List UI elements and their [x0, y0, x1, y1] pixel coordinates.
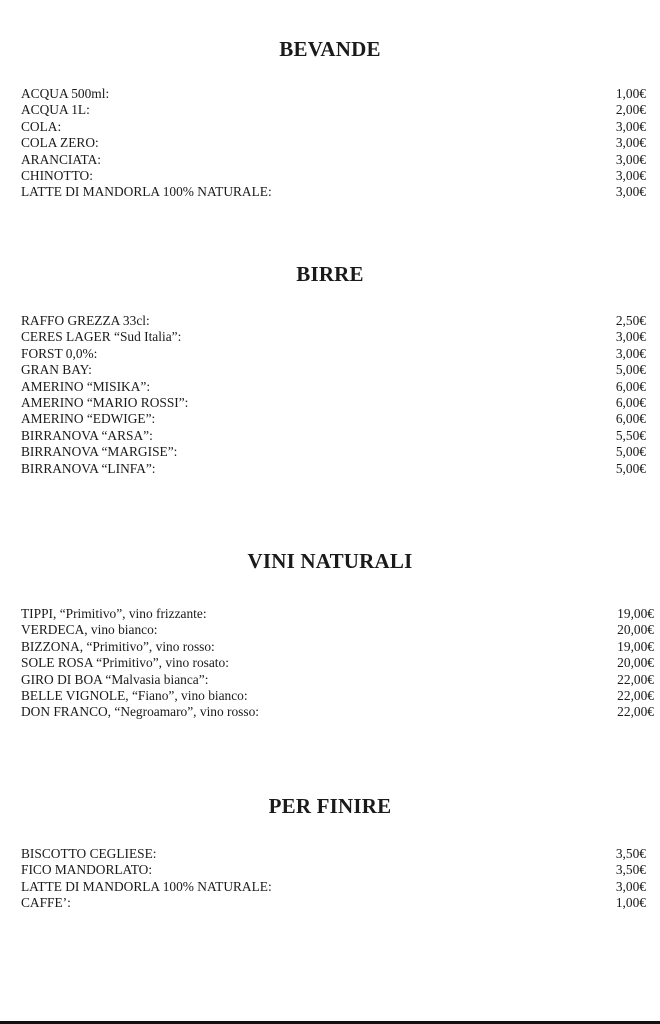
menu-list-birre	[21, 313, 646, 477]
item-name: GIRO DI BOA “Malvasia bianca”:	[21, 671, 209, 687]
menu-item	[21, 102, 646, 118]
item-name: SOLE ROSA “Primitivo”, vino rosato:	[21, 655, 229, 671]
menu-item	[21, 862, 646, 878]
menu-item	[21, 606, 654, 622]
item-price: 6,00€	[615, 394, 646, 410]
item-name: CERES LAGER “Sud Italia”:	[21, 329, 182, 345]
menu-item	[21, 152, 646, 168]
item-price: 5,00€	[615, 444, 646, 460]
menu-item	[21, 846, 646, 862]
menu-item	[21, 119, 646, 135]
item-price: 22,00€	[617, 687, 654, 703]
menu-item	[21, 895, 646, 911]
item-name: RAFFO GREZZA 33cl:	[21, 313, 150, 328]
item-name: BIRRANOVA “ARSA”:	[21, 427, 153, 443]
item-price: 22,00€	[617, 704, 654, 720]
section-title-bevande: BEVANDE	[279, 37, 381, 61]
item-price: 3,50€	[615, 846, 646, 861]
item-price: 5,00€	[615, 460, 646, 476]
item-price: 3,00€	[615, 151, 646, 167]
item-name: AMERINO “MISIKA”:	[21, 378, 151, 394]
item-name: BELLE VIGNOLE, “Fiano”, vino bianco:	[21, 687, 248, 703]
item-name: GRAN BAY:	[21, 362, 92, 378]
item-price: 3,00€	[615, 118, 646, 134]
item-name: BIRRANOVA “MARGISE”:	[21, 444, 178, 460]
item-price: 3,50€	[615, 862, 646, 878]
item-price: 2,00€	[615, 102, 646, 118]
item-name: AMERINO “EDWIGE”:	[21, 411, 156, 427]
menu-item	[21, 461, 646, 477]
item-name: LATTE DI MANDORLA 100% NATURALE:	[21, 184, 272, 200]
item-price: 3,00€	[615, 345, 646, 361]
menu-list-vini-naturali	[21, 606, 654, 721]
menu-list-per-finire	[21, 846, 646, 912]
item-price: 3,00€	[615, 878, 646, 894]
item-price: 1,00€	[615, 86, 646, 101]
item-name: LATTE DI MANDORLA 100% NATURALE:	[21, 878, 272, 894]
menu-item	[21, 655, 654, 671]
item-name: FICO MANDORLATO:	[21, 862, 153, 878]
item-name: FORST 0,0%:	[21, 345, 98, 361]
item-price: 5,00€	[615, 362, 646, 378]
menu-item	[21, 444, 646, 460]
menu-item	[21, 135, 646, 151]
section-title-birre: BIRRE	[296, 262, 364, 286]
item-name: CHINOTTO:	[21, 167, 93, 183]
item-price: 3,00€	[615, 329, 646, 345]
item-price: 19,00€	[617, 638, 654, 654]
item-name: TIPPI, “Primitivo”, vino frizzante:	[21, 606, 207, 621]
item-name: ACQUA 1L:	[21, 102, 90, 118]
menu-item	[21, 639, 654, 655]
item-price: 5,50€	[615, 427, 646, 443]
menu-item	[21, 879, 646, 895]
menu-item	[21, 329, 646, 345]
menu-item	[21, 362, 646, 378]
menu-item	[21, 688, 654, 704]
menu-item	[21, 379, 646, 395]
item-name: BIZZONA, “Primitivo”, vino rosso:	[21, 638, 215, 654]
item-name: AMERINO “MARIO ROSSI”:	[21, 394, 189, 410]
item-name: ARANCIATA:	[21, 151, 102, 167]
item-name: ACQUA 500ml:	[21, 86, 110, 101]
item-price: 1,00€	[615, 895, 646, 911]
item-price: 2,50€	[615, 313, 646, 328]
item-name: VERDECA, vino bianco:	[21, 622, 158, 638]
item-price: 6,00€	[615, 411, 646, 427]
item-name: DON FRANCO, “Negroamaro”, vino rosso:	[21, 704, 260, 720]
item-price: 3,00€	[615, 167, 646, 183]
item-name: COLA:	[21, 118, 62, 134]
item-price: 3,00€	[615, 135, 646, 151]
item-name: BISCOTTO CEGLIESE:	[21, 846, 157, 861]
menu-item	[21, 86, 646, 102]
item-name: CAFFE’:	[21, 895, 71, 911]
menu-item	[21, 411, 646, 427]
menu-item	[21, 672, 654, 688]
item-price: 6,00€	[615, 378, 646, 394]
menu-item	[21, 313, 646, 329]
menu-item	[21, 168, 646, 184]
menu-item	[21, 704, 654, 720]
item-price: 20,00€	[617, 655, 654, 671]
menu-item	[21, 622, 654, 638]
item-name: BIRRANOVA “LINFA”:	[21, 460, 156, 476]
item-name: COLA ZERO:	[21, 135, 99, 151]
section-title-per-finire: PER FINIRE	[268, 794, 392, 818]
item-price: 22,00€	[617, 671, 654, 687]
menu-item	[21, 428, 646, 444]
menu-list-bevande	[21, 86, 646, 201]
menu-item	[21, 184, 646, 200]
section-title-vini-naturali: VINI NATURALI	[247, 549, 413, 573]
item-price: 19,00€	[617, 606, 654, 621]
item-price: 3,00€	[615, 184, 646, 200]
menu-item	[21, 395, 646, 411]
item-price: 20,00€	[617, 622, 654, 638]
menu-item	[21, 346, 646, 362]
